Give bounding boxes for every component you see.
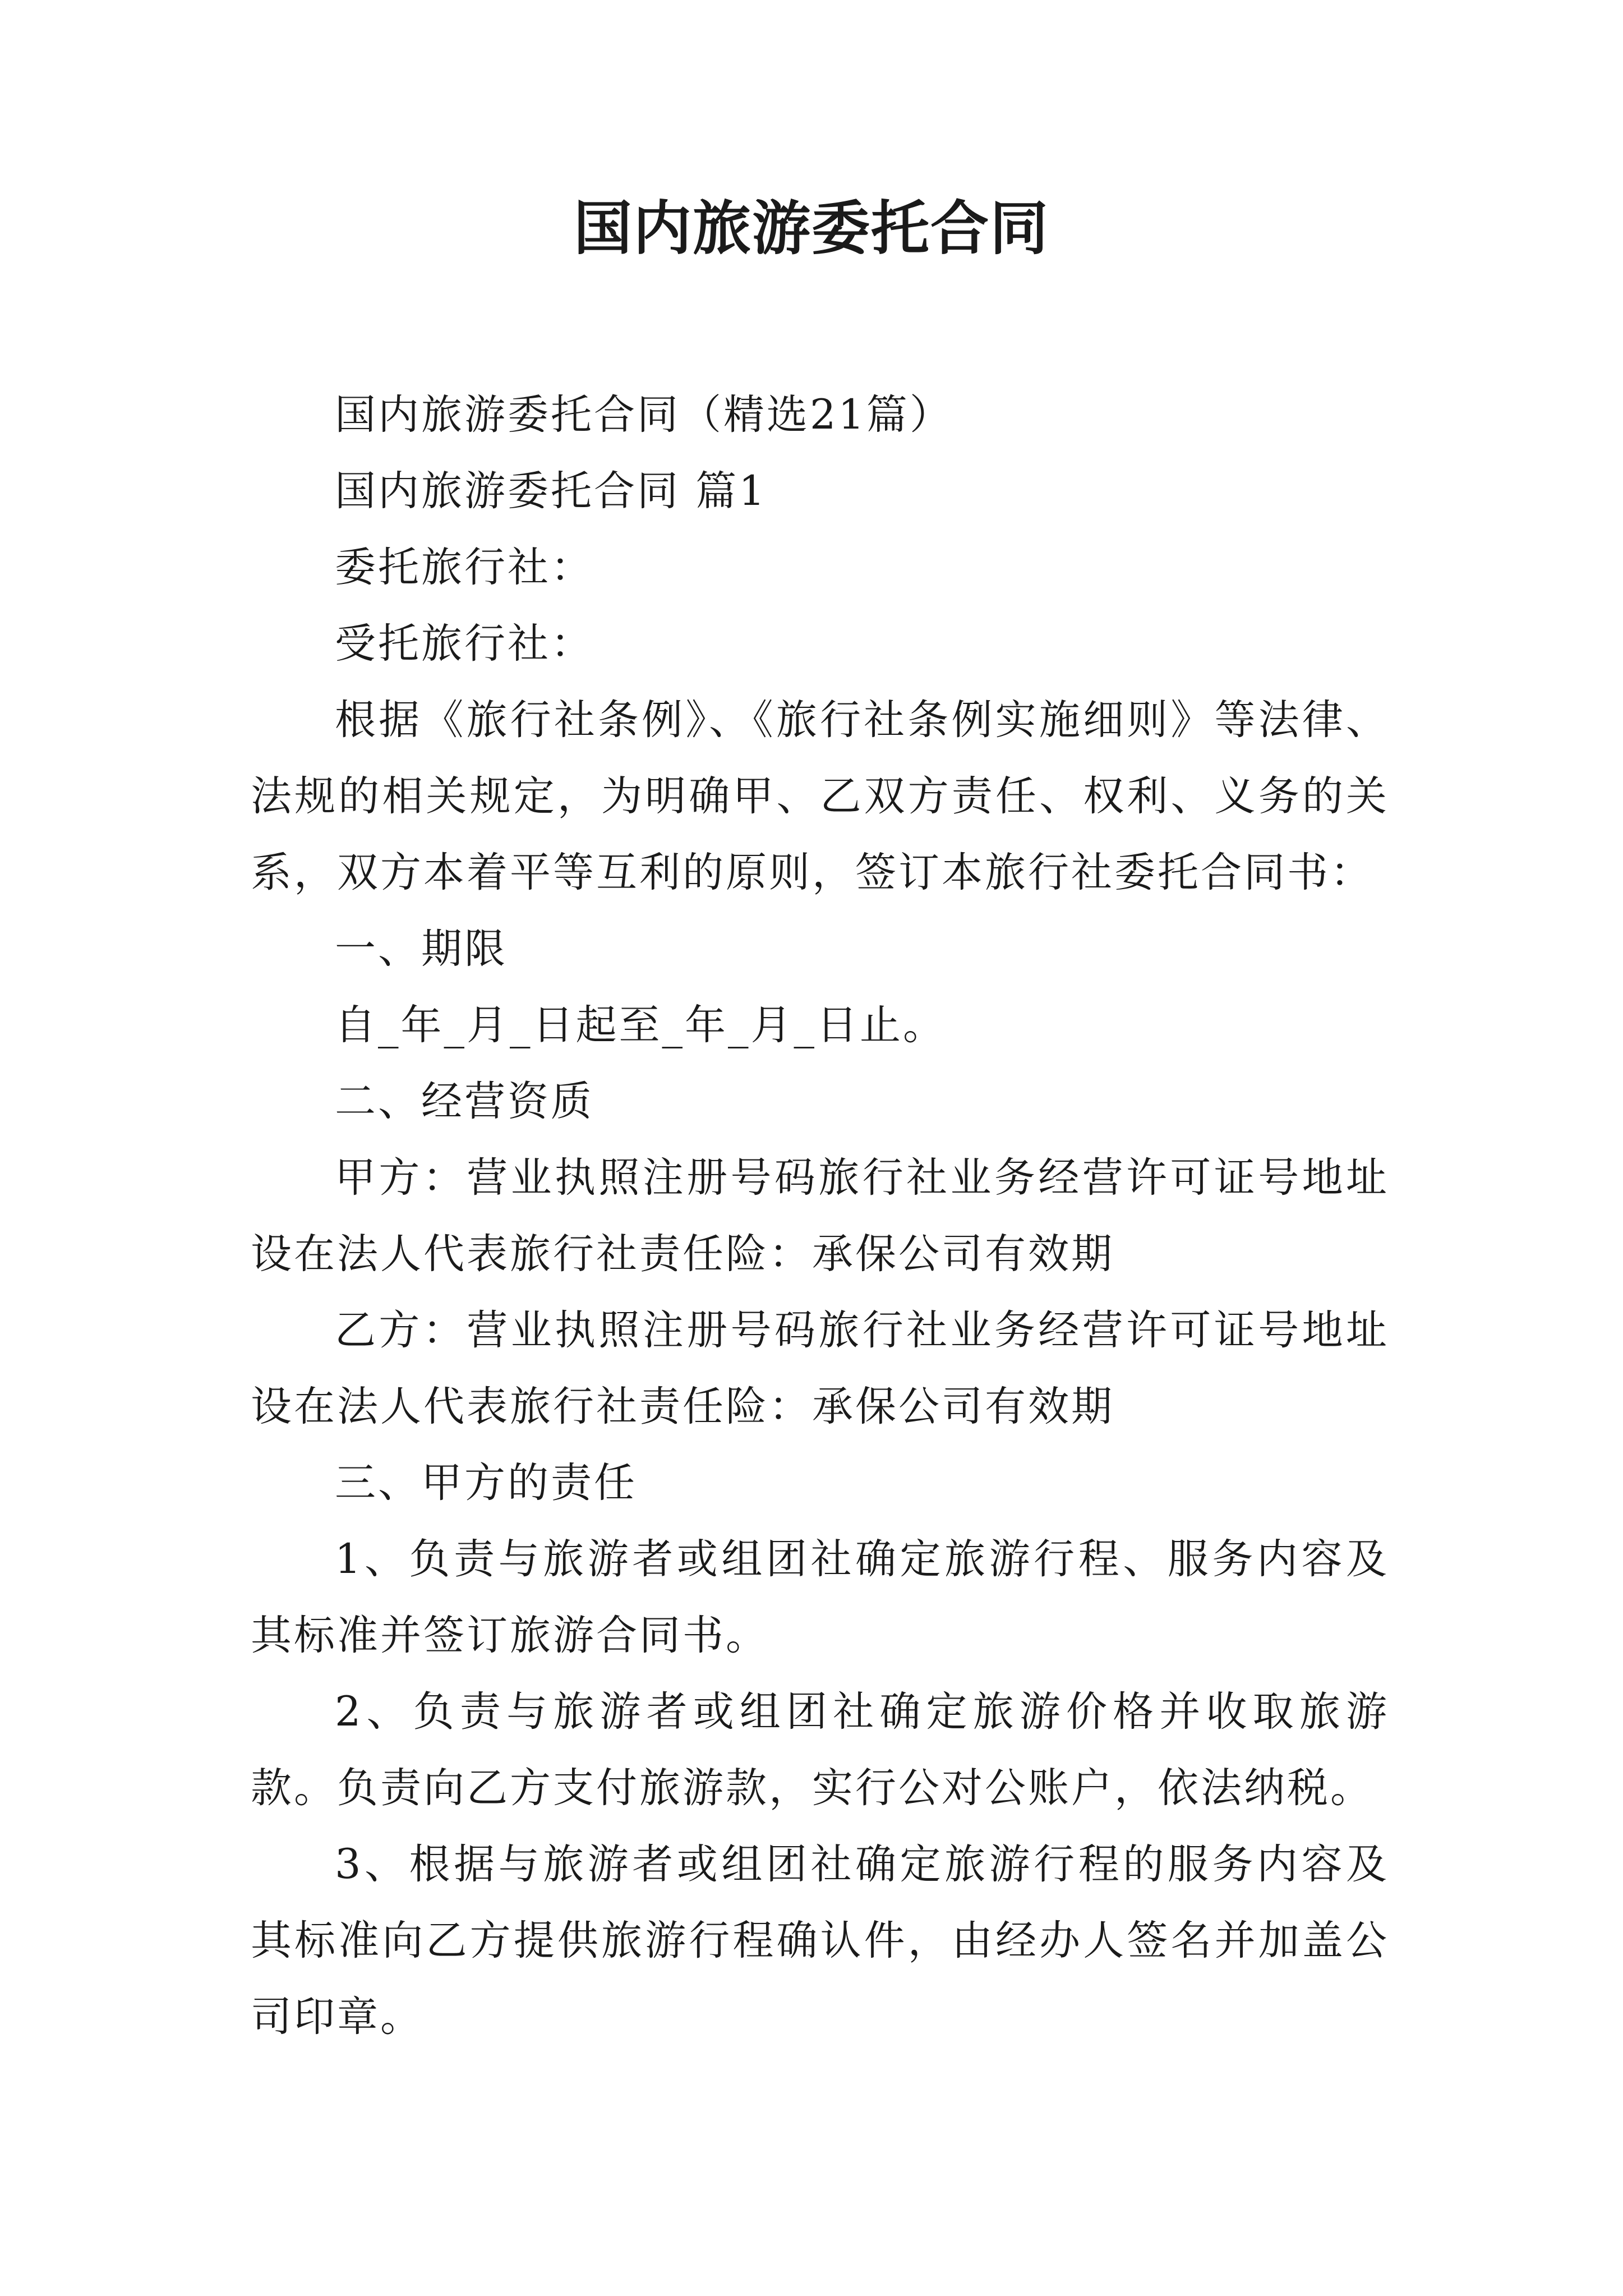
paragraph-preamble: 根据《旅行社条例》、《旅行社条例实施细则》等法律、法规的相关规定，为明确甲、乙双方责任、权利、义务的关系，双方本着平等互利的原则，签订本旅行社委托合同书： xyxy=(251,696,1389,896)
document-body xyxy=(251,377,1389,2055)
paragraph-term: 自_年_月_日起至_年_月_日止。 xyxy=(335,1001,946,1049)
paragraph-party-a-qualification: 甲方：营业执照注册号码旅行社业务经营许可证号地址设在法人代表旅行社责任险：承保公司有效期 xyxy=(251,1154,1389,1278)
paragraph-clause-heading: 三、甲方的责任 xyxy=(335,1459,637,1507)
paragraph-clause-item: 3、根据与旅游者或组团社确定旅游行程的服务内容及其标准向乙方提供旅游行程确认件，由经办人签名并加盖公司印章。 xyxy=(251,1841,1389,2041)
paragraph-clause-heading: 二、经营资质 xyxy=(335,1078,594,1125)
paragraph-entrusting-agency: 委托旅行社： xyxy=(335,544,594,591)
paragraph-clause-item: 1、负责与旅游者或组团社确定旅游行程、服务内容及其标准并签订旅游合同书。 xyxy=(251,1535,1389,1659)
paragraph-party-b-qualification: 乙方：营业执照注册号码旅行社业务经营许可证号地址设在法人代表旅行社责任险：承保公司有效期 xyxy=(251,1306,1389,1430)
paragraph-clause-heading: 一、期限 xyxy=(335,925,508,973)
paragraph-clause-item: 2、负责与旅游者或组团社确定旅游价格并收取旅游款。负责向乙方支付旅游款，实行公对公账户，依法纳税。 xyxy=(251,1688,1389,1812)
paragraph-entrusted-agency: 受托旅行社： xyxy=(335,620,594,668)
paragraph-section-heading: 国内旅游委托合同 篇1 xyxy=(335,467,767,515)
document-title: 国内旅游委托合同 xyxy=(573,194,1049,263)
paragraph-subtitle: 国内旅游委托合同（精选21篇） xyxy=(335,391,953,439)
